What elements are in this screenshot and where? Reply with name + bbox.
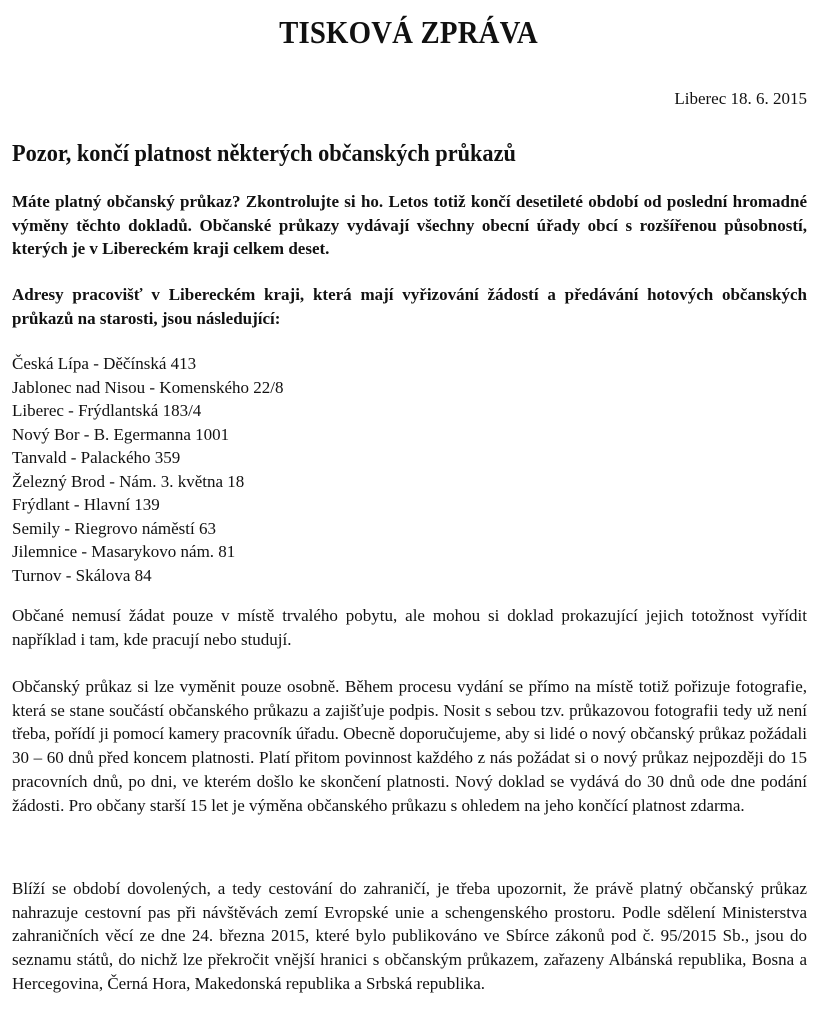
headline: Pozor, končí platnost některých občanských průkazů — [12, 141, 516, 167]
address-item: Tanvald - Palackého 359 — [12, 448, 181, 467]
date-line: Liberec 18. 6. 2015 — [674, 89, 807, 108]
body-paragraph: Občané nemusí žádat pouze v místě trvalého pobytu, ale mohou si doklad prokazující jejich totožnost vyřídit například i tam, kde pracují nebo studují. — [12, 606, 807, 649]
address-item: Jablonec nad Nisou - Komenského 22/8 — [12, 377, 284, 397]
body-paragraph: Občanský průkaz si lze vyměnit pouze osobně. Během procesu vydání se přímo na místě totiž pořizuje fotografie, která se stane součástí občanského průkazu a zajišťuje podpis. Nosit s sebou tzv. průkazovou fotografii tedy už není třeba, pořídí ji pomocí kamery pracovník úřadu. Obecně doporučujeme, aby si lidé o nový občanský průkaz požádali 30 – 60 dnů před koncem platnosti. Platí přitom povinnost každého z nás požádat si o nový průkaz nejpozději do 15 pracovních dnů, po dni, ve kterém došlo ke skončení platnosti. Nový doklad se vydává do 30 dnů ode dne podání žádosti. Pro občany starší 15 let je výměna občanského průkazu s ohledem na jeho končící platnost zdarma. — [12, 677, 807, 815]
address-item: Jilemnice - Masarykovo nám. 81 — [12, 542, 236, 561]
addresses-intro: Adresy pracovišť v Libereckém kraji, která mají vyřizování žádostí a předávání hotových občanských průkazů na starosti, jsou následující: — [12, 285, 807, 328]
address-item: Liberec - Frýdlantská 183/4 — [12, 401, 202, 420]
address-item: Česká Lípa - Děčínská 413 — [12, 354, 197, 373]
lead-paragraph: Máte platný občanský průkaz? Zkontrolujte si ho. Letos totiž končí desetileté období od poslední hromadné výměny těchto dokladů. Občanské průkazy vydávají všechny obecní úřady obcí s rozšířenou působností, kterých je v Libereckém kraji celkem deset. — [12, 192, 807, 259]
address-item: Železný Brod - Nám. 3. května 18 — [12, 471, 245, 491]
address-item: Frýdlant - Hlavní 139 — [12, 495, 160, 514]
address-item: Turnov - Skálova 84 — [12, 565, 152, 585]
address-item: Nový Bor - B. Egermanna 1001 — [12, 424, 230, 444]
body-paragraph: Blíží se období dovolených, a tedy cestování do zahraničí, je třeba upozornit, že právě platný občanský průkaz nahrazuje cestovní pas při návštěvách zemí Evropské unie a schengenského prostoru. Podle sdělení Ministerstva zahraničních věcí ze dne 24. března 2015, které bylo publikováno ve Sbírce zákonů pod č. 95/2015 Sb., jsou do seznamu států, do nichž lze překročit vnější hranici s občanským průkazem, zařazeny Albánská republika, Bosna a Hercegovina, Černá Hora, Makedonská republika a Srbská republika. — [12, 879, 807, 993]
address-list — [12, 352, 283, 587]
document-title: TISKOVÁ ZPRÁVA — [279, 14, 538, 50]
address-item: Semily - Riegrovo náměstí 63 — [12, 518, 216, 538]
